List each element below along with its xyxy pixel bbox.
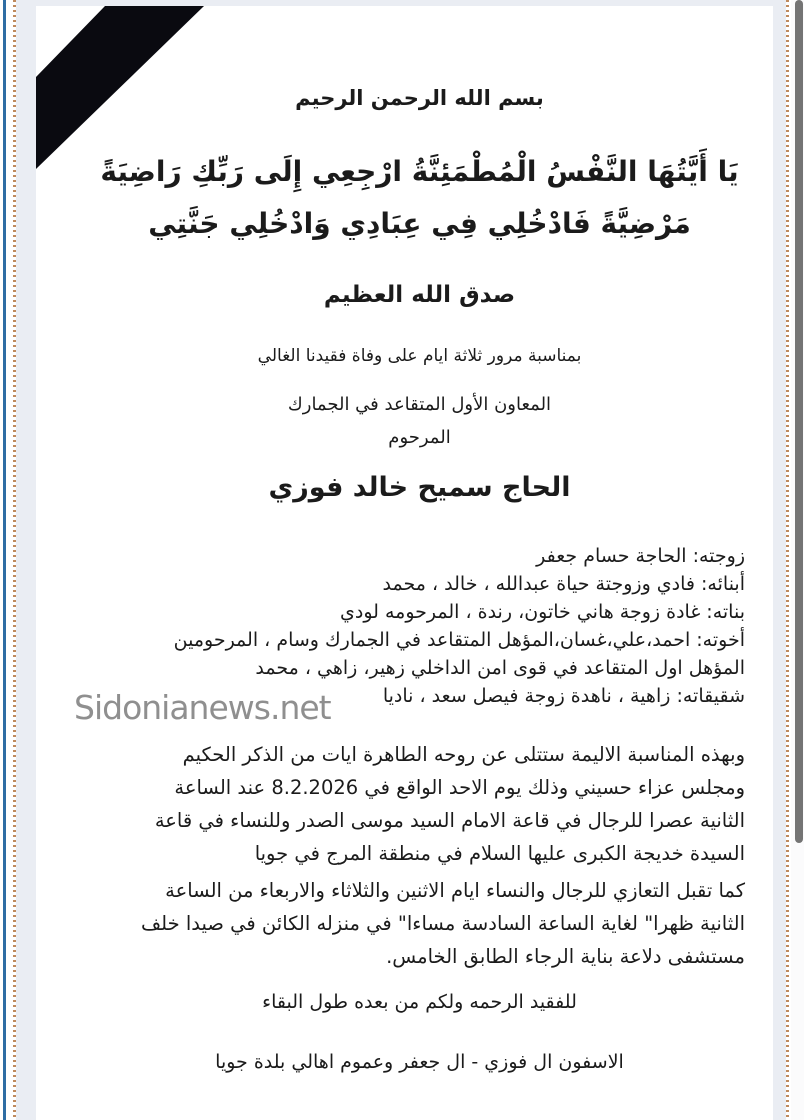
- memorial-paragraph: [96, 738, 745, 870]
- condolences-line: مستشفى دلاعة بناية الرجاء الطابق الخامس.: [386, 945, 745, 968]
- left-dotted-border: [13, 0, 16, 1120]
- scrollbar-thumb[interactable]: [795, 0, 803, 843]
- occasion-line: بمناسبة مرور ثلاثة ايام على وفاة فقيدنا الغالي: [257, 346, 582, 366]
- memorial-line: وبهذه المناسبة الاليمة ستتلى عن روحه الطاهرة ايات من الذكر الحكيم: [182, 743, 745, 766]
- deceased-rank-line: المعاون الأول المتقاعد في الجمارك: [287, 394, 552, 415]
- family-line-sons: أبنائه: فادي وزوجتة حياة عبدالله ، خالد ، محمد: [382, 573, 745, 595]
- quran-verse: [36, 146, 773, 250]
- condolences-paragraph: [96, 874, 745, 973]
- memorial-line: السيدة خديجة الكبرى عليها السلام في منطقة المرج في جويا: [254, 842, 745, 865]
- memorial-line: ومجلس عزاء حسيني وذلك يوم الاحد الواقع في 8.2.2026 عند الساعة: [174, 776, 745, 799]
- family-line-brothers: أخوته: احمد،علي،غسان،المؤهل المتقاعد في الجمارك وسام ، المرحومين: [173, 629, 745, 651]
- family-line-sisters: شقيقاته: زاهية ، ناهدة زوجة فيصل سعد ، ناديا: [382, 685, 745, 707]
- signature-line: الاسفون ال فوزي - ال جعفر وعموم اهالي بلدة جويا: [215, 1051, 624, 1073]
- vertical-scrollbar[interactable]: [791, 0, 804, 1120]
- family-list: [96, 542, 745, 710]
- deceased-name-heading: الحاج سميح خالد فوزي: [268, 472, 571, 503]
- family-line-brothers-cont: المؤهل اول المتقاعد في قوى امن الداخلي زهير، زاهي ، محمد: [255, 657, 745, 679]
- left-blue-edge: [3, 0, 6, 1120]
- memorial-line: الثانية عصرا للرجال في قاعة الامام السيد موسى الصدر وللنساء في قاعة: [154, 809, 745, 832]
- quran-verse-line-2: مَرْضِيَّةً فَادْخُلِي فِي عِبَادِي وَادْخُلِي جَنَّتِي: [148, 207, 691, 240]
- right-dotted-border: [786, 0, 789, 1120]
- bismillah-heading: بسم الله الرحمن الرحيم: [295, 86, 544, 110]
- condolences-line: كما تقبل التعازي للرجال والنساء ايام الاثنين والثلاثاء والاربعاء من الساعة: [165, 879, 745, 902]
- sadaqa-heading: صدق الله العظيم: [323, 282, 516, 308]
- quran-verse-line-1: يَا أَيَّتُهَا النَّفْسُ الْمُطْمَئِنَّةُ ارْجِعِي إِلَى رَبِّكِ رَاضِيَةً: [100, 155, 739, 188]
- family-line-wife: زوجته: الحاجة حسام جعفر: [536, 545, 745, 567]
- condolences-line: الثانية ظهرا" لغاية الساعة السادسة مساءا" في منزله الكائن في صيدا خلف: [140, 912, 745, 935]
- closing-prayer-line: للفقيد الرحمه ولكم من بعده طول البقاء: [262, 991, 577, 1013]
- sidonianews-watermark: Sidonianews.net: [74, 688, 331, 727]
- obituary-document: [36, 6, 773, 1120]
- deceased-title-line: المرحوم: [388, 427, 451, 448]
- family-line-daughters: بناته: غادة زوجة هاني خاتون، رندة ، المرحومه لودي: [339, 601, 745, 623]
